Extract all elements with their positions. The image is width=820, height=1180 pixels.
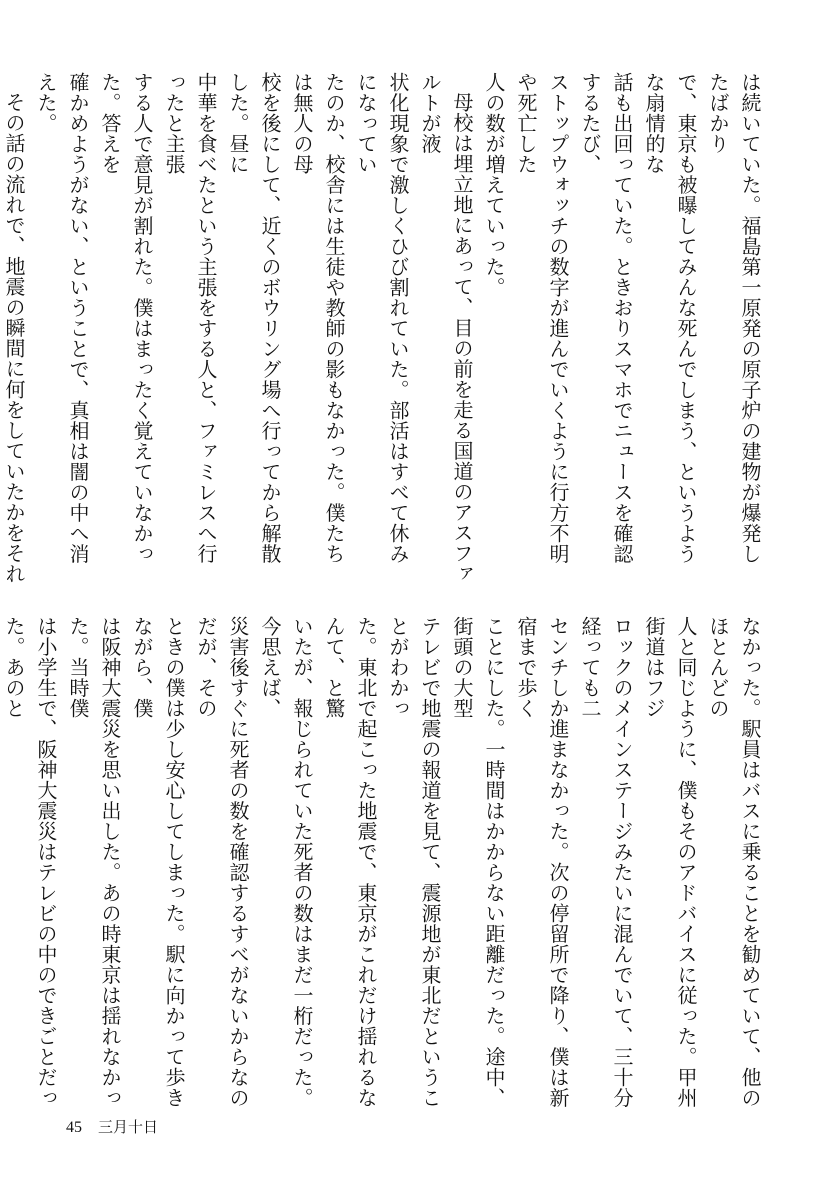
paragraph: その話の流れで、地震の瞬間に何をしていたかをそれ	[2, 92, 26, 584]
page-footer	[66, 1116, 158, 1137]
running-title: 三月十日	[98, 1118, 159, 1136]
lower-text-block	[2, 616, 766, 1108]
paragraph: 母校は埋立地にあって、目の前を走る国道のアスファルトが液 状化現象で激しくひび割れていた。部活はすべて休みになってい たのか、校舎には生徒や教師の影もなかった。僕たちは無人の母 校を後にして、近くのボウリング場へ行ってから解散した。昼に 中華を食べたという主張をする人と、ファミレスへ行ったと主張 する人で意見が割れた。僕はまったく覚えていなかった。答えを 確かめようがない、ということで、真相は闇の中へ消えた。	[34, 72, 474, 584]
upper-text-block	[2, 72, 766, 584]
page-number: 45	[66, 1119, 82, 1136]
paragraph: は続いていた。福島第一原発の原子炉の建物が爆発したばかり で、東京も被曝してみんな死んでしまう、というような扇情的な 話も出回っていた。ときおりスマホでニュースを確認するたび、 ストップウォッチの数字が進んでいくように行方不明や死亡した 人の数が増えていった。	[482, 72, 762, 564]
paragraph: なかった。駅員はバスに乗ることを勧めていて、他のほとんどの 人と同じように、僕もそのアドバイスに従った。甲州街道はフジ ロックのメインステージみたいに混んでいて、三十分経っても二 センチしか進まなかった。次の停留所で降り、僕は新宿まで歩く ことにした。一時間はかからない距離だった。途中、街頭の大型 テレビで地震の報道を見て、震源地が東北だということがわかっ た。東北で起こった地震で、東京がこれだけ揺れるなんて、と驚 いたが、報じられていた死者の数はまだ一桁だった。今思えば、 災害後すぐに死者の数を確認するすべがないからなのだが、その ときの僕は少し安心してしまった。駅に向かって歩きながら、僕 は阪神大震災を思い出した。あの時東京は揺れなかった。当時僕 は小学生で、阪神大震災はテレビの中のできごとだった。あのと	[2, 616, 762, 1108]
